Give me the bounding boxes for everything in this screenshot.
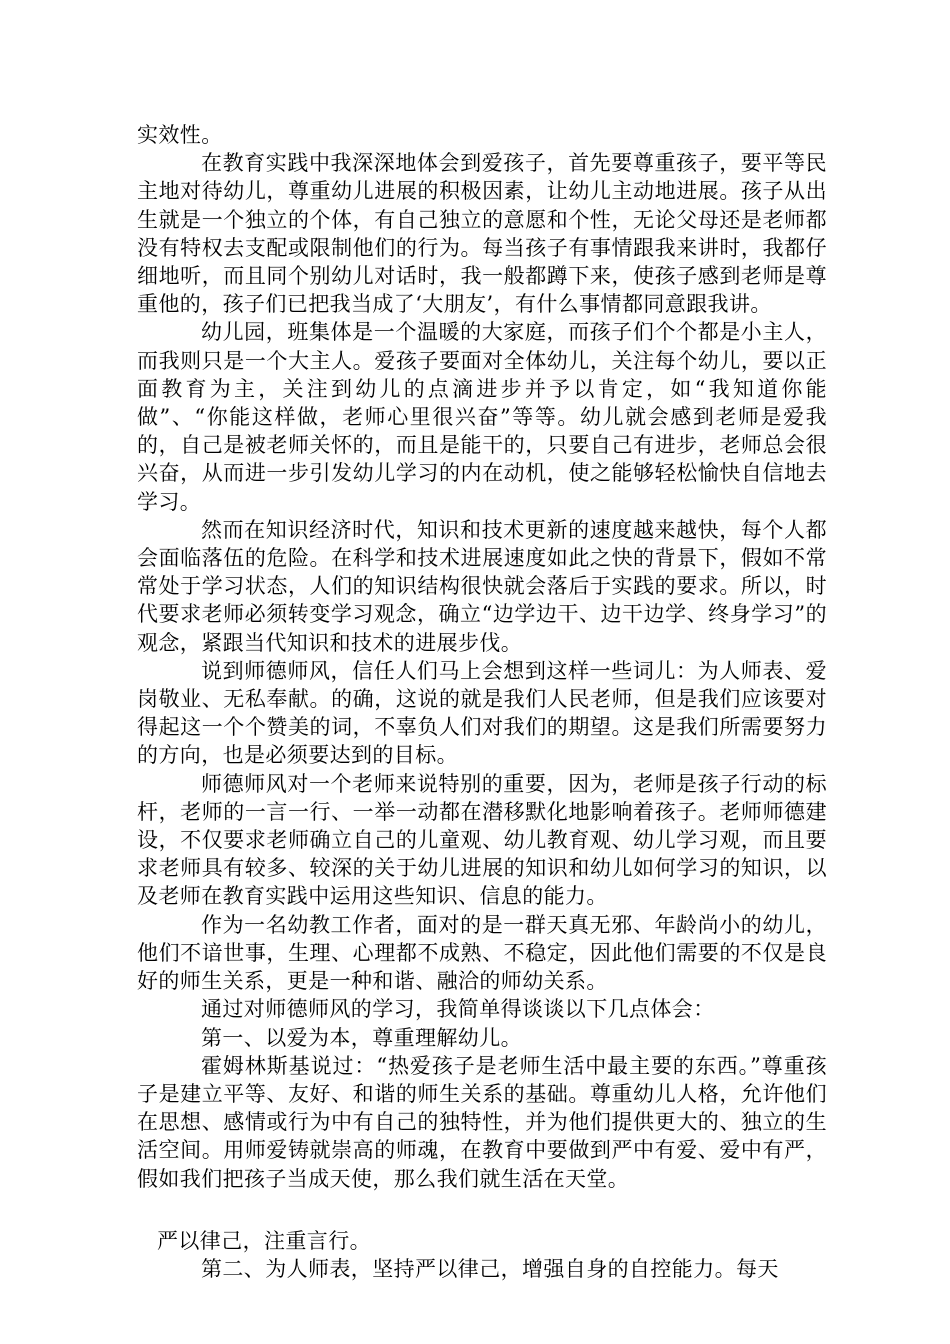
paragraph-1: 实效性。 (137, 123, 223, 147)
paragraph-4: 然而在知识经济时代，知识和技术更新的速度越来越快，每个人都会面临落伍的危险。在科学和技术进展速度如此之快的背景下，假如不常常处于学习状态，人们的知识结构很快就会落后于实践的要求。所以，时代要求老师必须转变学习观念，确立“边学边干、边干边学、终身学习”的观念，紧跟当代知识和技术的进展步伐。 (137, 517, 827, 655)
paragraph-2: 在教育实践中我深深地体会到爱孩子，首先要尊重孩子，要平等民主地对待幼儿，尊重幼儿进展的积极因素，让幼儿主动地进展。孩子从出生就是一个独立的个体，有自己独立的意愿和个性，无论父母还是老师都没有特权去支配或限制他们的行为。每当孩子有事情跟我来讲时，我都仔细地听，而且同个别幼儿对话时，我一般都蹲下来，使孩子感到老师是尊重他的，孩子们已把我当成了‘大朋友’，有什么事情都同意跟我讲。 (137, 151, 827, 317)
paragraph-7: 作为一名幼教工作者，面对的是一群天真无邪、年龄尚小的幼儿，他们不谙世事，生理、心理都不成熟、不稳定，因此他们需要的不仅是良好的师生关系，更是一种和谐、融洽的师幼关系。 (137, 912, 827, 994)
paragraph-9: 第一、以爱为本，尊重理解幼儿。 (201, 1025, 522, 1050)
paragraph-3: 幼儿园，班集体是一个温暖的大家庭，而孩子们个个都是小主人，而我则只是一个大主人。爱孩子要面对全体幼儿，关注每个幼儿，要以正面教育为主，关注到幼儿的点滴进步并予以肯定，如“我知道你能做”、“你能这样做，老师心里很兴奋”等等。幼儿就会感到老师是爱我的，自己是被老师关怀的，而且是能干的，只要自己有进步，老师总会很兴奋，从而进一步引发幼儿学习的内在动机，使之能够轻松愉快自信地去学习。 (137, 320, 827, 514)
paragraph-8: 通过对师德师风的学习，我简单得谈谈以下几点体会： (201, 997, 715, 1022)
paragraph-5: 说到师德师风，信任人们马上会想到这样一些词儿：为人师表、爱岗敬业、无私奉献。的确，这说的就是我们人民老师，但是我们应该要对得起这一个个赞美的词，不辜负人们对我们的期望。这是我们所需要努力的方向，也是必须要达到的目标。 (137, 658, 827, 768)
paragraph-final: 第二、为人师表，坚持严以律己，增强自身的自控能力。每天 (201, 1256, 779, 1281)
paragraph-6: 师德师风对一个老师来说特别的重要，因为，老师是孩子行动的标杆，老师的一言一行、一举一动都在潜移默化地影响着孩子。老师师德建设，不仅要求老师确立自己的儿童观、幼儿教育观、幼儿学习观，而且要求老师具有较多、较深的关于幼儿进展的知识和幼儿如何学习的知识，以及老师在教育实践中运用这些知识、信息的能力。 (137, 771, 827, 909)
document-body (137, 121, 827, 1283)
section-subheading: 严以律己，注重言行。 (157, 1228, 371, 1253)
paragraph-10: 霍姆林斯基说过：“热爱孩子是老师生活中最主要的东西。”尊重孩子是建立平等、友好、和谐的师生关系的基础。尊重幼儿人格，允许他们在思想、感情或行为中有自己的独特性，并为他们提供更大的、独立的生活空间。用师爱铸就崇高的师魂，在教育中要做到严中有爱、爱中有严，假如我们把孩子当成天使，那么我们就生活在天堂。 (137, 1053, 827, 1191)
section-gap (137, 1193, 827, 1227)
